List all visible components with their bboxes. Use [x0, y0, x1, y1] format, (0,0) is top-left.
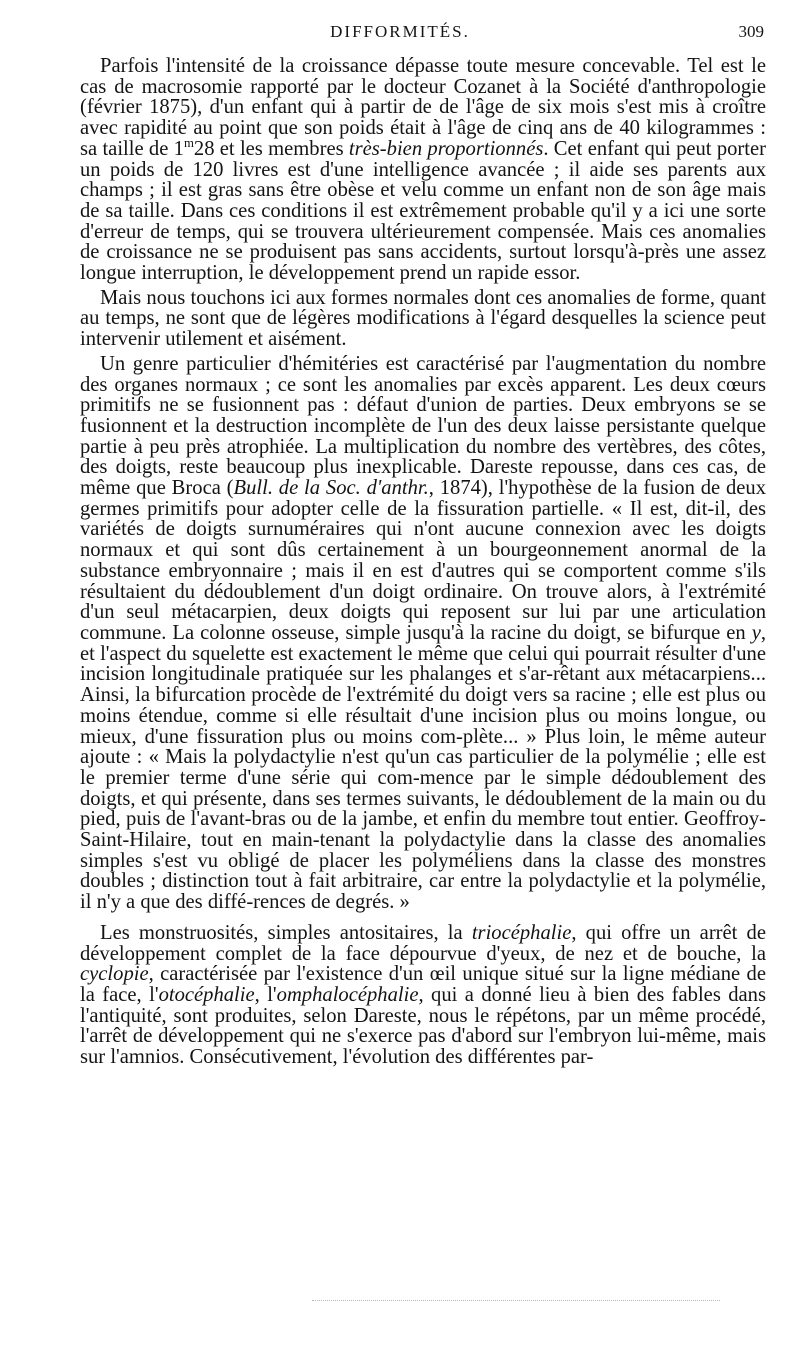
italic-span: y [751, 621, 761, 644]
text-span: Parfois l'intensité de la croissance dépasse toute mesure concevable. Tel est le cas de macrosomie rapporté par le docteur Cozanet à la Société d'anthropologie (février 1875), d'un enfant qui à partir de de l'âge de six mois s'est mis à croître avec rapidité au point que son poids était à l'âge de cinq ans de 40 kilogrammes : sa taille de 1 [80, 55, 766, 160]
paragraph-macrosomie [80, 56, 766, 284]
italic-span: omphalocéphalie [276, 983, 419, 1006]
print-specks [312, 1300, 720, 1307]
italic-span: triocéphalie [471, 921, 572, 944]
text-span: , qui a donné lieu à bien des fables dans l'antiquité, sont produites, selon Dareste, nous le répétons, par un même procédé, l'arrêt de développement qui ne s'exerce pas d'abord sur l'embryon lui-même, mais sur l'amnios. Consécutivement, l'évolution des différentes par- [80, 983, 766, 1069]
text-span: Les monstruosités, simples antositaires, la [100, 921, 472, 944]
text-span: , qui offre un arrêt de développement complet de la face dépourvue d'yeux, de nez et de bouche, la [80, 921, 766, 965]
text-span: . Cet enfant qui peut porter un poids de 120 livres est d'une intelligence avancée ; il aide ses parents aux champs ; il est gras sans être obèse et velu comme un enfant non de son âge mais de sa taille. Dans ces conditions il est extrêmement probable qu'il y a ici une sorte d'erreur de temps, qui se trouvera ultérieurement compensée. Mais ces anomalies de croissance ne se produisent pas sans accidents, surtout lorsqu'à-près une assez longue interruption, le développement prend un rapide essor. [80, 137, 766, 285]
body-text [80, 56, 766, 1072]
italic-span: cyclopie [80, 963, 149, 986]
italic-span: otocéphalie [158, 983, 255, 1006]
text-span: , caractérisée par l'existence d'un œil unique situé sur la ligne médiane de la face, l' [80, 963, 766, 1006]
text-span: , l' [254, 983, 277, 1006]
text-span: , et l'aspect du squelette est exactement le même que celui qui pourrait résulter d'une incision longitudinale pratiquée sur les phalanges et s'ar-rêtant aux métacarpiens... Ainsi, la bifurcation procède de l'extrémité du doigt vers sa racine ; elle est plus ou moins étendue, comme si elle résultait d'une incision plus ou moins longue, ou mieux, d'une fissuration plus ou moins com-plète... » Plus loin, le même auteur ajoute : « Mais la polydactylie n'est qu'un cas particulier de la polymélie ; elle est le premier terme d'une série qui com-mence par le simple dédoublement des doigts, et qui présente, dans ses termes suivants, le dédoublement de la main ou du pied, puis de l'avant-bras ou de la jambe, et enfin du membre tout entier. Geoffroy-Saint-Hilaire, tout en main-tenant la polydactylie dans la classe des anomalies simples s'est vu obligé de placer les polyméliens dans la classe des monstres doubles ; distinction tout à fait arbitraire, car entre la polydactylie et la polymélie, il n'y a que des diffé-rences de degrés. » [80, 621, 766, 914]
superscript: m [183, 135, 194, 150]
paragraph-formes-normales [80, 288, 766, 350]
page-number: 309 [738, 22, 764, 41]
italic-span: très-bien proportionnés [348, 137, 544, 160]
text-span: , 1874), l'hypothèse de la fusion de deux germes primitifs pour adopter celle de la fissuration partielle. « Il est, dit-il, des variétés de doigts surnuméraires qui n'ont aucune connexion avec les doigts normaux et qui sont dûs certainement à un bourgeonnement anormal de la substance embryonnaire ; mais il en est d'autres qui se comportent comme s'ils résultaient du dédoublement d'un doigt ordinaire. On trouve alors, à l'extrémité d'un seul métacarpien, deux doigts qui reposent sur lui par une articulation commune. La colonne osseuse, simple jusqu'à la racine du doigt, se bifurque en [80, 477, 766, 644]
paragraph-hemiteries [80, 354, 766, 913]
text-span: 28 et les membres [193, 137, 349, 160]
italic-span: Bull. de la Soc. d'anthr. [233, 477, 429, 500]
running-head [0, 22, 800, 48]
text-span: Mais nous touchons ici aux formes normales dont ces anomalies de forme, quant au temps, ne sont que de légères modifications à l'égard desquelles la science peut intervenir utilement et aisément. [80, 286, 766, 351]
running-title: DIFFORMITÉS. [330, 22, 470, 41]
paragraph-monstruosites [80, 923, 766, 1068]
text-span: Un genre particulier d'hémitéries est caractérisé par l'augmentation du nombre des organes normaux ; ce sont les anomalies par excès apparent. Les deux cœurs primitifs ne se fusionnent pas : défaut d'union de parties. Deux embryons se se fusionnent et la destruction incomplète de l'un des deux laisse persistante quelque partie à peu près atrophiée. La multiplication du nombre des vertèbres, des côtes, des doigts, reste beaucoup plus inexplicable. Dareste repousse, dans ces cas, de même que Broca ( [80, 352, 766, 500]
